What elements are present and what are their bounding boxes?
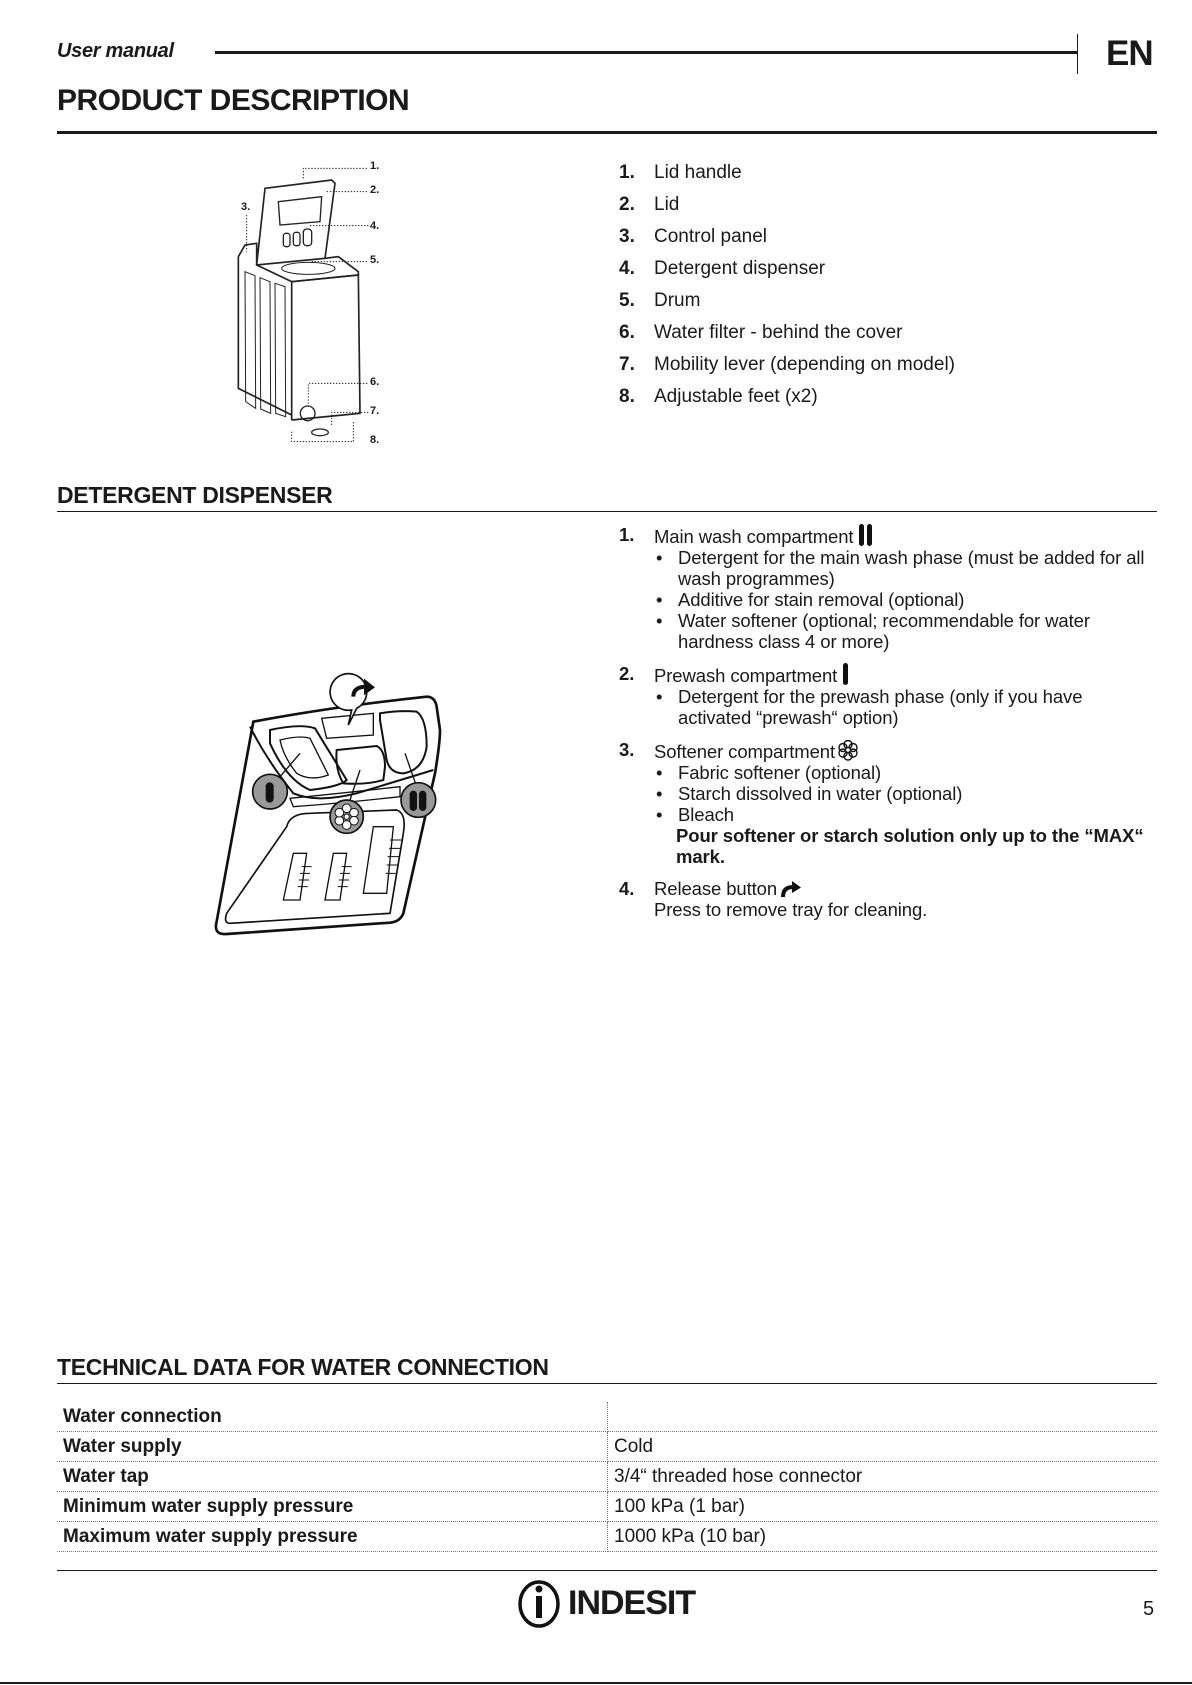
brand-logo [516, 1578, 695, 1628]
item-number: 8. [619, 386, 635, 407]
brand-name: INDESIT [568, 1583, 696, 1622]
section-heading-product-description: PRODUCT DESCRIPTION [57, 84, 410, 117]
row-value: 100 kPa (1 bar) [608, 1492, 1158, 1522]
product-parts-list [619, 160, 955, 416]
footer-rule [57, 1570, 1157, 1571]
item-number: 1. [619, 524, 635, 545]
double-bar-icon [858, 524, 874, 546]
item-number: 5. [619, 290, 635, 311]
language-code: EN [1106, 34, 1153, 73]
item-description: Press to remove tray for cleaning. [654, 899, 928, 920]
list-item [619, 288, 955, 320]
row-label: Minimum water supply pressure [57, 1492, 608, 1522]
list-item [619, 384, 955, 416]
item-label: Lid handle [654, 162, 742, 183]
list-item [619, 224, 955, 256]
list-item [619, 192, 955, 224]
diagram-label-2: 2. [370, 184, 380, 196]
item-label: Mobility lever (depending on model) [654, 354, 955, 375]
bullet-text: Starch dissolved in water (optional) [678, 783, 963, 804]
dispenser-compartments-list [619, 524, 1159, 931]
curved-arrow-icon [780, 880, 802, 898]
item-number: 2. [619, 194, 635, 215]
item-label: Softener compartment [654, 741, 836, 762]
section-rule [57, 131, 1157, 134]
flower-icon [837, 739, 859, 761]
diagram-label-4: 4. [370, 220, 380, 232]
row-label: Maximum water supply pressure [57, 1522, 608, 1552]
indesit-i-logo-icon [516, 1578, 562, 1628]
item-number: 3. [619, 739, 635, 760]
row-label: Water connection [57, 1402, 608, 1432]
item-label: Adjustable feet (x2) [654, 386, 818, 407]
item-number: 1. [619, 162, 635, 183]
diagram-label-6: 6. [370, 376, 380, 388]
section-heading-detergent-dispenser: DETERGENT DISPENSER [57, 482, 333, 508]
page-number: 5 [1143, 1598, 1155, 1620]
bullet-text: Additive for stain removal (optional) [678, 589, 965, 610]
table-row [57, 1492, 1157, 1522]
table-row [57, 1522, 1157, 1552]
single-bar-icon [842, 663, 850, 685]
header-divider [215, 51, 1077, 54]
row-value: 1000 kPa (10 bar) [608, 1522, 1158, 1552]
item-number: 7. [619, 354, 635, 375]
row-label: Water tap [57, 1462, 608, 1492]
detergent-dispenser-illustration [200, 660, 460, 950]
list-item [619, 878, 1159, 920]
item-label: Release button [654, 878, 778, 899]
section-rule [57, 1383, 1157, 1384]
list-item [619, 352, 955, 384]
diagram-label-5: 5. [370, 254, 380, 266]
bullet-text: Fabric softener (optional) [678, 762, 882, 783]
item-label: Control panel [654, 226, 768, 247]
row-value: 3/4“ threaded hose connector [608, 1462, 1158, 1492]
list-item [619, 256, 955, 288]
item-number: 6. [619, 322, 635, 343]
bullet-text: Detergent for the prewash phase (only if you have activated “prewash“ option) [678, 686, 1083, 728]
diagram-label-8: 8. [370, 434, 380, 446]
bullet-text: Bleach [678, 804, 734, 825]
list-item [619, 320, 955, 352]
item-number: 4. [619, 878, 635, 899]
table-row [57, 1462, 1157, 1492]
diagram-label-3: 3. [241, 201, 251, 213]
item-number: 4. [619, 258, 635, 279]
section-heading-technical-data: TECHNICAL DATA FOR WATER CONNECTION [57, 1354, 549, 1380]
item-label: Detergent dispenser [654, 258, 826, 279]
list-item [619, 160, 955, 192]
row-label: Water supply [57, 1432, 608, 1462]
row-value [608, 1402, 1158, 1432]
list-item: 3. Softener compartment • Fabric softener (optional) • Starch dissolved in water (optional) • Bleach Pour softener or starch solution only up to the “MAX“ mark. [619, 739, 1159, 867]
page-bottom-border [0, 1682, 1192, 1684]
item-label: Drum [654, 290, 701, 311]
item-label: Main wash compartment [654, 526, 854, 547]
diagram-label-1: 1. [370, 160, 380, 172]
item-label: Water filter - behind the cover [654, 322, 903, 343]
item-number: 3. [619, 226, 635, 247]
bullet-text: Detergent for the main wash phase (must be added for all wash programmes) [678, 547, 1145, 589]
header-vertical-divider [1077, 34, 1078, 74]
max-mark-warning: Pour softener or starch solution only up to the “MAX“ mark. [676, 825, 1144, 867]
item-label: Lid [654, 194, 680, 215]
item-number: 2. [619, 663, 635, 684]
table-row [57, 1432, 1157, 1462]
item-label: Prewash compartment [654, 665, 838, 686]
bullet-text: Water softener (optional; recommendable for water hardness class 4 or more) [678, 610, 1090, 652]
table-row [57, 1402, 1157, 1432]
technical-data-table [57, 1402, 1157, 1552]
row-value: Cold [608, 1432, 1158, 1462]
list-item: 2. Prewash compartment • Detergent for the prewash phase (only if you have activated “prewash“ option) [619, 663, 1159, 728]
diagram-label-7: 7. [370, 405, 380, 417]
list-item: 1. Main wash compartment • Detergent for the main wash phase (must be added for all wash programmes) • Additive for stain removal (optional) • Water softener (optional; recommendable for water hardness class 4 or more) [619, 524, 1159, 652]
section-rule [57, 511, 1157, 512]
document-title: User manual [57, 40, 174, 62]
